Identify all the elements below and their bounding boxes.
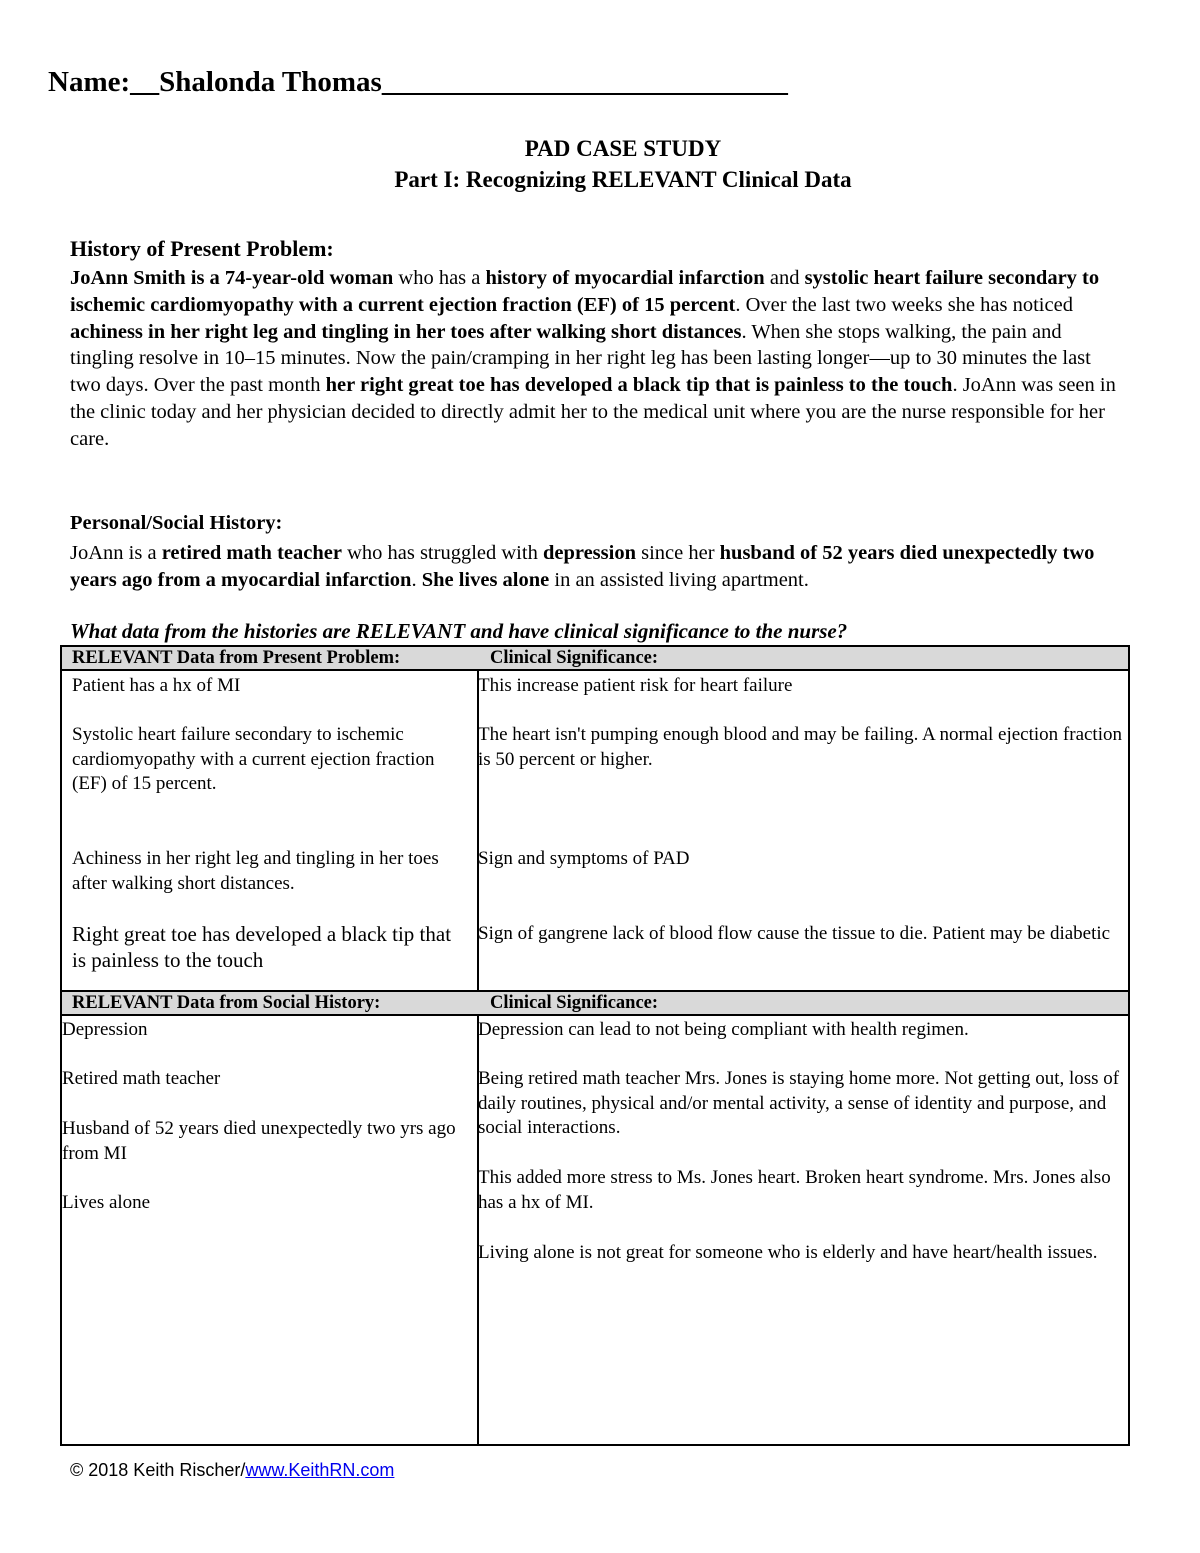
text-run: JoAnn is a: [70, 542, 162, 564]
social-header-right: Clinical Significance:: [490, 993, 659, 1013]
bold-run: husband of 52 years died unexpectedly two years ago from a myocardial infarction: [70, 542, 1095, 591]
bold-run: achiness in her right leg and tingling in her toes after walking short distances: [70, 320, 742, 343]
text-run: . JoAnn was seen in the clinic today and her physician decided to directly admit her to the medical unit where you are the nurse responsible for her care.: [70, 374, 1116, 450]
social-significance-cell: This added more stress to Ms. Jones heart. Broken heart syndrome. Mrs. Jones also has a hx of MI.: [478, 1167, 1111, 1213]
present-significance-cell: The heart isn't pumping enough blood and may be failing. A normal ejection fraction is 50 percent or higher.: [478, 724, 1122, 770]
present-data-cell: Achiness in her right leg and tingling in her toes after walking short distances.: [72, 848, 439, 894]
social-header-row: [62, 990, 1128, 1016]
present-significance-cell: Sign of gangrene lack of blood flow cause the tissue to die. Patient may be diabetic: [478, 923, 1111, 944]
text-run: and: [764, 267, 805, 289]
bold-run: depression: [542, 542, 636, 564]
keithrn-link[interactable]: www.KeithRN.com: [245, 1460, 395, 1480]
text-run: .: [411, 568, 422, 591]
present-significance-cell: Sign and symptoms of PAD: [478, 848, 690, 869]
copyright-text: © 2018 Keith Rischer/: [70, 1460, 246, 1480]
bold-run: history of myocardial infarction: [485, 267, 765, 289]
question-prompt: What data from the histories are RELEVANT and have clinical significance to the nurse?: [70, 619, 848, 643]
present-data-cell: Systolic heart failure secondary to ischemic cardiomyopathy with a current ejection fraction (EF) of 15 percent.: [72, 724, 435, 794]
social-data-cell: Retired math teacher: [62, 1068, 221, 1089]
bold-run: She lives alone: [421, 568, 550, 591]
social-significance-cell: Living alone is not great for someone who is elderly and have heart/health issues.: [478, 1242, 1098, 1263]
present-data-cell: Right great toe has developed a black tip that is painless to the touch: [72, 922, 452, 972]
present-header-left: RELEVANT Data from Present Problem:: [72, 648, 401, 668]
text-run: who has struggled with: [341, 542, 543, 564]
bold-run: her right great toe has developed a black tip that is painless to the touch: [325, 374, 953, 397]
history-heading: History of Present Problem:: [70, 236, 334, 261]
present-header-row: [62, 647, 1128, 671]
social-data-cell: Lives alone: [62, 1192, 151, 1213]
bold-run: retired math teacher: [161, 542, 342, 564]
bold-run: systolic heart failure secondary to ischemic cardiomyopathy with a current ejection fraction (EF) of 15 percent: [70, 267, 1100, 316]
copyright-footer: [70, 1460, 394, 1481]
text-run: . Over the last two weeks she has noticed: [735, 293, 1073, 316]
social-significance-cell: Depression can lead to not being compliant with health regimen.: [478, 1019, 969, 1040]
present-data-cell: Patient has a hx of MI: [72, 675, 241, 696]
present-header-right: Clinical Significance:: [490, 648, 659, 668]
document-title: PAD CASE STUDY: [524, 136, 722, 161]
text-run: in an assisted living apartment.: [549, 568, 809, 591]
social-data-cell: Depression: [62, 1019, 148, 1040]
relevant-data-table: [60, 645, 1130, 1446]
student-name-line: Name:__Shalonda Thomas____________________________: [48, 66, 788, 98]
present-significance-cell: This increase patient risk for heart failure: [478, 675, 793, 696]
bold-run: JoAnn Smith is a 74-year-old woman: [70, 267, 394, 289]
social-paragraph: [70, 540, 1120, 594]
history-paragraph: [70, 265, 1120, 453]
social-header-left: RELEVANT Data from Social History:: [72, 993, 381, 1013]
social-data-cell: Husband of 52 years died unexpectedly two yrs ago from MI: [62, 1118, 456, 1164]
text-run: who has a: [393, 267, 486, 289]
social-significance-cell: Being retired math teacher Mrs. Jones is staying home more. Not getting out, loss of daily routines, physical and/or mental activity, a sense of identity and purpose, and social interactions.: [478, 1068, 1120, 1138]
part-title: Part I: Recognizing RELEVANT Clinical Data: [394, 167, 852, 192]
text-run: since her: [635, 542, 720, 564]
text-run: . When she stops walking, the pain and tingling resolve in 10–15 minutes. Now the pain/cramping in her right leg has been lasting longer––up to 30 minutes the last two days. Over the past month: [70, 320, 1091, 397]
social-heading: Personal/Social History:: [70, 512, 283, 534]
